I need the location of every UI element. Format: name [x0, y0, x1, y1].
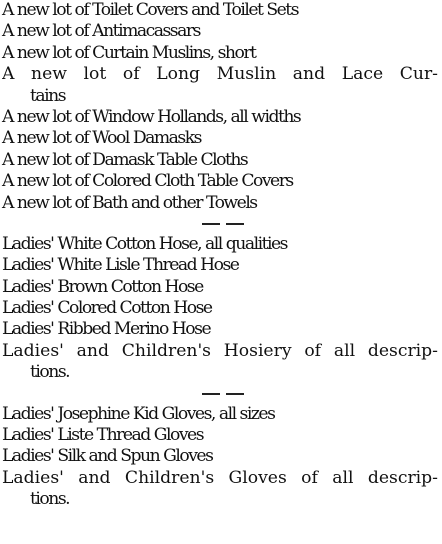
list-item: Ladies' White Lisle Thread Hose: [2, 255, 239, 276]
list-item: A new lot of Bath and other Towels: [2, 192, 257, 213]
list-item: Ladies' Josephine Kid Gloves, all sizes: [2, 403, 275, 424]
list-item: A new lot of Toilet Covers and Toilet Sets: [2, 0, 299, 20]
list-item: Ladies' Ribbed Merino Hose: [2, 319, 211, 340]
list-item: A new lot of Long Muslin and Lace Cur-: [2, 64, 438, 85]
list-item: A new lot of Wool Damasks: [2, 128, 201, 149]
list-item-continuation: tions.: [30, 489, 70, 510]
list-item: A new lot of Antimacassars: [2, 21, 200, 42]
hosiery-list: [2, 234, 440, 384]
section-divider: [2, 214, 440, 234]
gloves-list: [2, 404, 440, 511]
household-goods-list: [2, 0, 440, 214]
list-item-continuation: tains: [30, 85, 66, 106]
list-item-continuation: tions.: [30, 362, 70, 383]
list-item: Ladies' and Children's Hosiery of all descrip-: [2, 340, 438, 361]
list-item: Ladies' Brown Cotton Hose: [2, 276, 203, 297]
list-item: Ladies' Silk and Spun Gloves: [2, 446, 213, 467]
list-item: Ladies' Liste Thread Gloves: [2, 425, 204, 446]
section-divider: [2, 384, 440, 404]
list-item: A new lot of Curtain Muslins, short: [2, 42, 256, 63]
list-item: Ladies' Colored Cotton Hose: [2, 298, 212, 319]
list-item: Ladies' White Cotton Hose, all qualities: [2, 233, 287, 254]
list-item: A new lot of Window Hollands, all widths: [2, 106, 301, 127]
newspaper-clipping: [2, 0, 440, 544]
list-item: A new lot of Colored Cloth Table Covers: [2, 171, 293, 192]
list-item: Ladies' and Children's Gloves of all descrip-: [2, 467, 438, 488]
list-item: A new lot of Damask Table Cloths: [2, 149, 248, 170]
